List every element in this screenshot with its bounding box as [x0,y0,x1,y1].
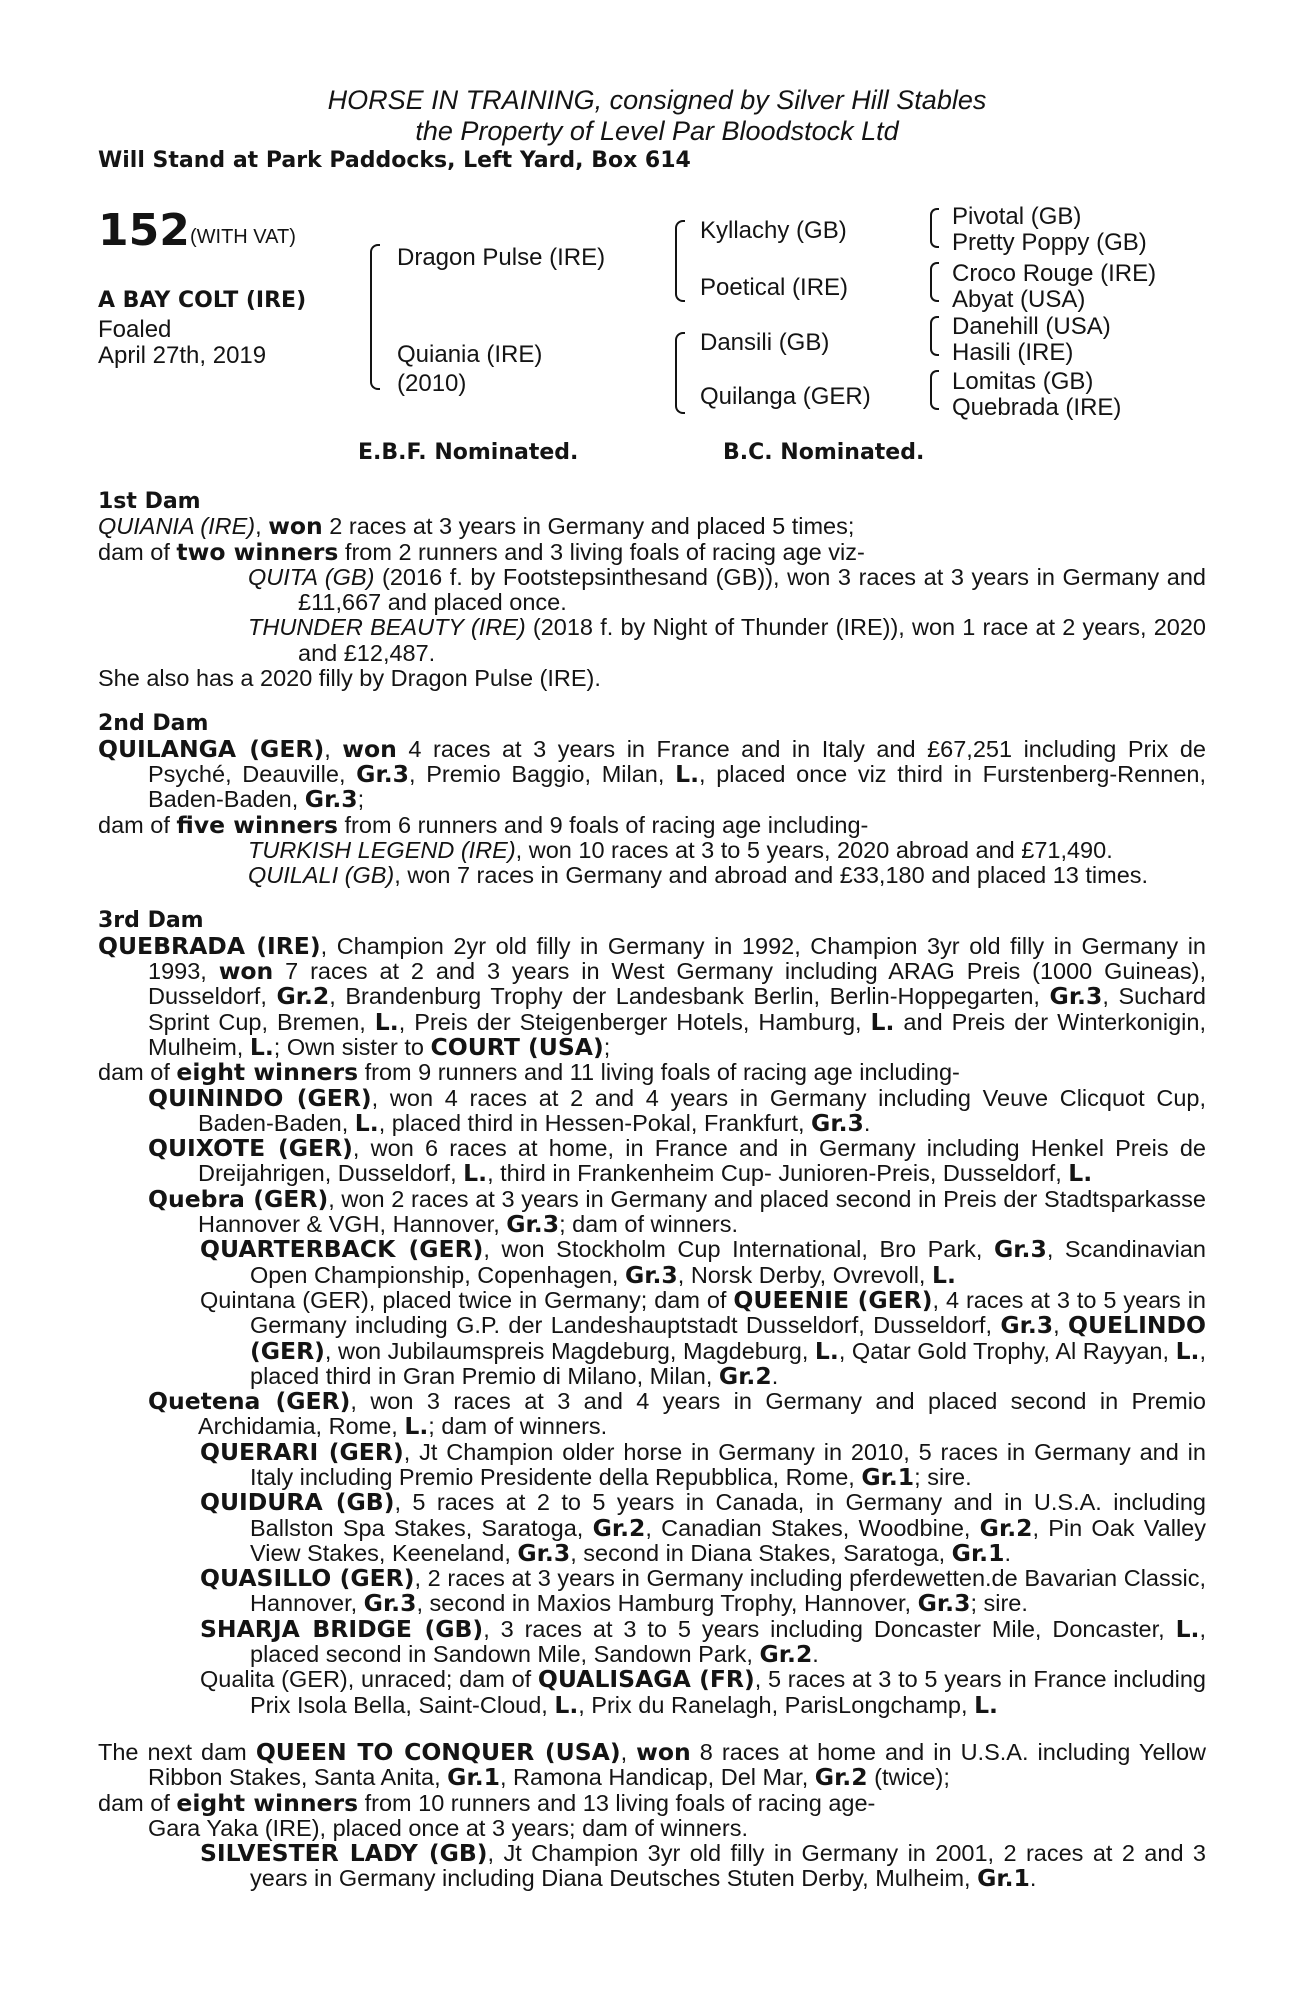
grandsire-3: Danehill (USA) [952,313,1111,340]
vat-label: (WITH VAT) [190,226,296,248]
granddam-3: Hasili (IRE) [952,339,1074,366]
third-dam-intro: QUEBRADA (IRE), Champion 2yr old filly in Germany in 1992, Champion 3yr old filly in Germany in 1993, won 7 races at 2 and 3 years in West Germany including ARAG Preis (1000 Guineas), Dusseldorf, Gr.2, Brandenburg Trophy der Landesbank Berlin, Berlin-Hoppegarten, Gr.3, Suchard Sprint Cup, Bremen, L., Preis der Steigenberger Hotels, Hamburg, L. and Preis der Winterkonigin, Mulheim, L.; Own sister to COURT (USA); [98,931,1206,1061]
dam: Quiania (IRE) [397,341,543,368]
produce-record [98,489,1206,1892]
pedigree-brace-g4 [930,370,939,410]
second-dam-produce: dam of five winners from 6 runners and 9 foals of racing age including- [98,810,869,839]
next-dam-intro: The next dam QUEEN TO CONQUER (USA), won 8 races at home and in U.S.A. including Yellow Ribbon Stakes, Santa Anita, Gr.1, Ramona Handicap, Del Mar, Gr.2 (twice); [98,1737,1206,1792]
pedigree-brace-sire [675,220,685,302]
pedigree-brace-g2 [930,262,939,302]
produce-qualita: Qualita (GER), unraced; dam of QUALISAGA (FR), 5 races at 3 to 5 years in France including Prix Isola Bella, Saint-Cloud, L., Prix du Ranelagh, ParisLongchamp, L. [200,1665,1206,1719]
granddam-1: Pretty Poppy (GB) [952,229,1147,256]
produce-silvester-lady: SILVESTER LADY (GB), Jt Champion 3yr old filly in Germany in 2001, 2 races at 2 and 3 years in Germany including Diana Deutsches Stuten Derby, Mulheim, Gr.1. [200,1839,1206,1893]
pedigree-brace-g3 [930,316,939,356]
pedigree-brace-g1 [930,208,939,248]
property-line: the Property of Level Par Bloodstock Ltd [415,116,899,146]
grandsire-4: Lomitas (GB) [952,368,1094,395]
grandsire-1: Pivotal (GB) [952,203,1082,230]
dam-dam: Quilanga (GER) [700,383,871,410]
produce-quebra: Quebra (GER), won 2 races at 3 years in Germany and placed second in Preis der Stadtsparkasse Hannover & VGH, Hannover, Gr.3; dam of winners. [148,1184,1207,1239]
produce-quidura: QUIDURA (GB), 5 races at 2 to 5 years in Canada, in Germany and in U.S.A. including Ballston Spa Stakes, Saratoga, Gr.2, Canadian Stakes, Woodbine, Gr.2, Pin Oak Valley View Stakes, Keeneland, Gr.3, second in Diana Stakes, Saratoga, Gr.1. [200,1488,1206,1567]
sire-dam: Poetical (IRE) [700,274,849,301]
first-dam-heading: 1st Dam [98,489,201,514]
sire: Dragon Pulse (IRE) [397,244,606,271]
grandsire-2: Croco Rouge (IRE) [952,260,1157,287]
produce-gara-yaka: Gara Yaka (IRE), placed once at 3 years; dam of winners. [148,1814,748,1841]
dam-year: (2010) [397,370,467,397]
third-dam-produce: dam of eight winners from 9 runners and 11 living foals of racing age including- [98,1058,960,1087]
produce-quintana: Quintana (GER), placed twice in Germany; dam of QUEENIE (GER), 4 races at 3 to 5 years in Germany including G.P. der Landeshauptstadt Dusseldorf, Dusseldorf, Gr.3, QUELINDO (GER), won Jubilaumspreis Magdeburg, Magdeburg, L., Qatar Gold Trophy, Al Rayyan, L., placed third in Gran Premio di Milano, Milan, Gr.2. [200,1285,1207,1390]
foaled-date: April 27th, 2019 [98,342,267,369]
produce-quita: QUITA (GB) (2016 f. by Footstepsinthesand (GB)), won 3 races at 3 years in Germany and £11,667 and placed once. [248,563,1207,616]
produce-sharja-bridge: SHARJA BRIDGE (GB), 3 races at 3 to 5 years including Doncaster Mile, Doncaster, L., placed second in Sandown Mile, Sandown Park, Gr.2. [200,1614,1207,1669]
horse-name: A BAY COLT (IRE) [98,288,307,313]
granddam-4: Quebrada (IRE) [952,394,1122,421]
first-dam-intro: QUIANIA (IRE), won 2 races at 3 years in Germany and placed 5 times; [98,512,855,541]
third-dam-heading: 3rd Dam [98,908,204,934]
produce-quarterback: QUARTERBACK (GER), won Stockholm Cup International, Bro Park, Gr.3, Scandinavian Open Championship, Copenhagen, Gr.3, Norsk Derby, Ovrevoll, L. [200,1235,1206,1289]
second-dam-heading: 2nd Dam [98,711,209,737]
produce-turkish-legend: TURKISH LEGEND (IRE), won 10 races at 3 to 5 years, 2020 abroad and £71,490. [248,836,1113,863]
bc-nominated: B.C. Nominated. [723,440,925,465]
produce-quinindo: QUININDO (GER), won 4 races at 2 and 4 years in Germany including Veuve Clicquot Cup, Baden-Baden, L., placed third in Hessen-Pokal, Frankfurt, Gr.3. [148,1083,1207,1137]
second-dam-intro: QUILANGA (GER), won 4 races at 3 years in France and in Italy and £67,251 including Prix de Psyché, Deauville, Gr.3, Premio Baggio, Milan, L., placed once viz third in Furstenberg-Rennen, Baden-Baden, Gr.3; [98,734,1206,814]
sire-sire: Kyllachy (GB) [700,217,847,244]
stand-line: Will Stand at Park Paddocks, Left Yard, Box 614 [98,148,691,173]
dam-sire: Dansili (GB) [700,329,830,356]
produce-quixote: QUIXOTE (GER), won 6 races at home, in France and in Germany including Henkel Preis de Dreijahrigen, Dusseldorf, L., third in Frankenheim Cup- Junioren-Preis, Dusseldorf, L. [148,1134,1206,1188]
next-dam-produce: dam of eight winners from 10 runners and 13 living foals of racing age- [98,1788,876,1817]
foaled-label: Foaled [98,316,172,343]
produce-querari: QUERARI (GER), Jt Champion older horse in Germany in 2010, 5 races in Germany and in Italy including Premio Presidente della Repubblica, Rome, Gr.1; sire. [200,1437,1206,1491]
ebf-nominated: E.B.F. Nominated. [358,440,579,465]
lot-number: 152 [98,205,190,256]
produce-thunder-beauty: THUNDER BEAUTY (IRE) (2018 f. by Night of Thunder (IRE)), won 1 race at 2 years, 2020 and £12,487. [248,614,1206,666]
produce-quasillo: QUASILLO (GER), 2 races at 3 years in Germany including pferdewetten.de Bavarian Classic, Hannover, Gr.3, second in Maxios Hamburg Trophy, Hannover, Gr.3; sire. [200,1564,1206,1618]
consignor-line: HORSE IN TRAINING, consigned by Silver Hill Stables [327,85,987,115]
pedigree-brace-main [370,244,380,390]
pedigree-brace-dam [675,332,685,414]
produce-quilali: QUILALI (GB), won 7 races in Germany and abroad and £33,180 and placed 13 times. [248,862,1149,889]
first-dam-produce: dam of two winners from 2 runners and 3 living foals of racing age viz- [98,537,865,566]
granddam-2: Abyat (USA) [952,286,1086,313]
produce-quetena: Quetena (GER), won 3 races at 3 and 4 years in Germany and placed second in Premio Archidamia, Rome, L.; dam of winners. [148,1387,1206,1441]
first-dam-note: She also has a 2020 filly by Dragon Pulse (IRE). [98,665,601,692]
spacer [98,1718,1206,1740]
